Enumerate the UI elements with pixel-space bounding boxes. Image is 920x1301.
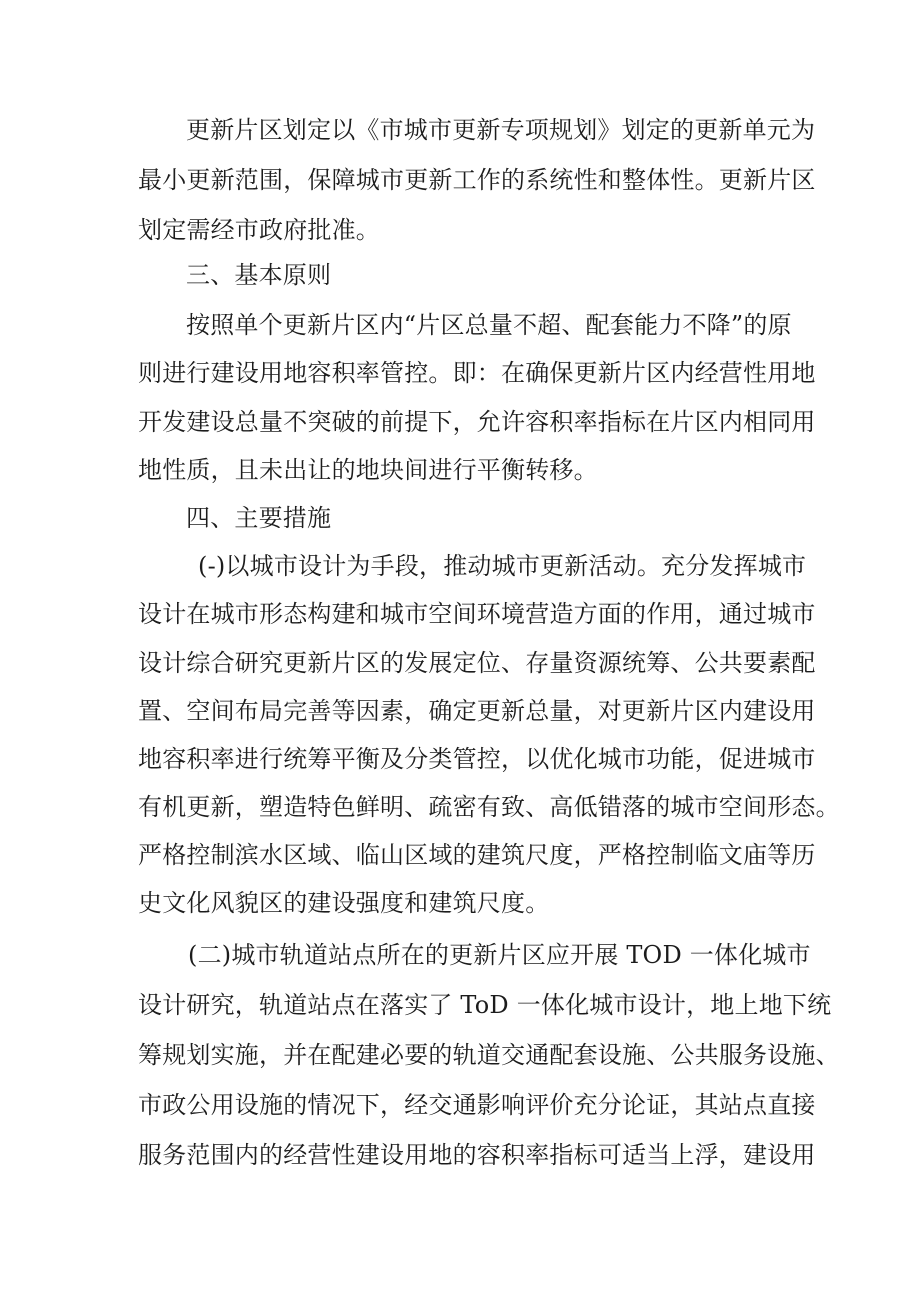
paragraph-line: (二)城市轨道站点所在的更新片区应开展 TOD 一体化城市 — [188, 941, 811, 969]
paragraph-line: 市政公用设施的情况下，经交通影响评价充分论证，其站点直接 — [138, 1091, 816, 1119]
paragraph-line: 最小更新范围，保障城市更新工作的系统性和整体性。更新片区 — [138, 166, 816, 194]
paragraph-line: 服务范围内的经营性建设用地的容积率指标可适当上浮，建设用 — [138, 1141, 816, 1169]
paragraph-line: 史文化风貌区的建设强度和建筑尺度。 — [138, 889, 550, 917]
paragraph-line: 有机更新，塑造特色鲜明、疏密有致、高低错落的城市空间形态。 — [138, 793, 840, 821]
paragraph-line: 设计研究，轨道站点在落实了 ToD 一体化城市设计，地上地下统 — [138, 991, 832, 1019]
paragraph-line: 严格控制滨水区域、临山区域的建筑尺度，严格控制临文庙等历 — [138, 841, 816, 869]
paragraph-line: 地容积率进行统筹平衡及分类管控，以优化城市功能，促进城市 — [138, 745, 816, 773]
paragraph-line: 则进行建设用地容积率管控。即：在确保更新片区内经营性用地 — [138, 359, 816, 387]
paragraph-line: 地性质，且未出让的地块间进行平衡转移。 — [138, 456, 598, 484]
paragraph-line: 筹规划实施，并在配建必要的轨道交通配套设施、公共服务设施、 — [138, 1041, 840, 1069]
paragraph-line: 置、空间布局完善等因素，确定更新总量，对更新片区内建设用 — [138, 697, 816, 725]
paragraph-line: 设计在城市形态构建和城市空间环境营造方面的作用，通过城市 — [138, 600, 816, 628]
paragraph-line: 更新片区划定以《市城市更新专项规划》划定的更新单元为 — [186, 116, 816, 144]
paragraph-line: 开发建设总量不突破的前提下，允许容积率指标在片区内相同用 — [138, 408, 816, 436]
paragraph-line: 划定需经市政府批准。 — [138, 216, 380, 244]
section-heading: 三、基本原则 — [186, 261, 332, 289]
paragraph-line: 设计综合研究更新片区的发展定位、存量资源统筹、公共要素配 — [138, 649, 816, 677]
paragraph-line: (-)以城市设计为手段，推动城市更新活动。充分发挥城市 — [198, 552, 807, 580]
section-heading: 四、主要措施 — [186, 504, 332, 532]
paragraph-line: 按照单个更新片区内“片区总量不超、配套能力不降”的原 — [186, 311, 792, 339]
